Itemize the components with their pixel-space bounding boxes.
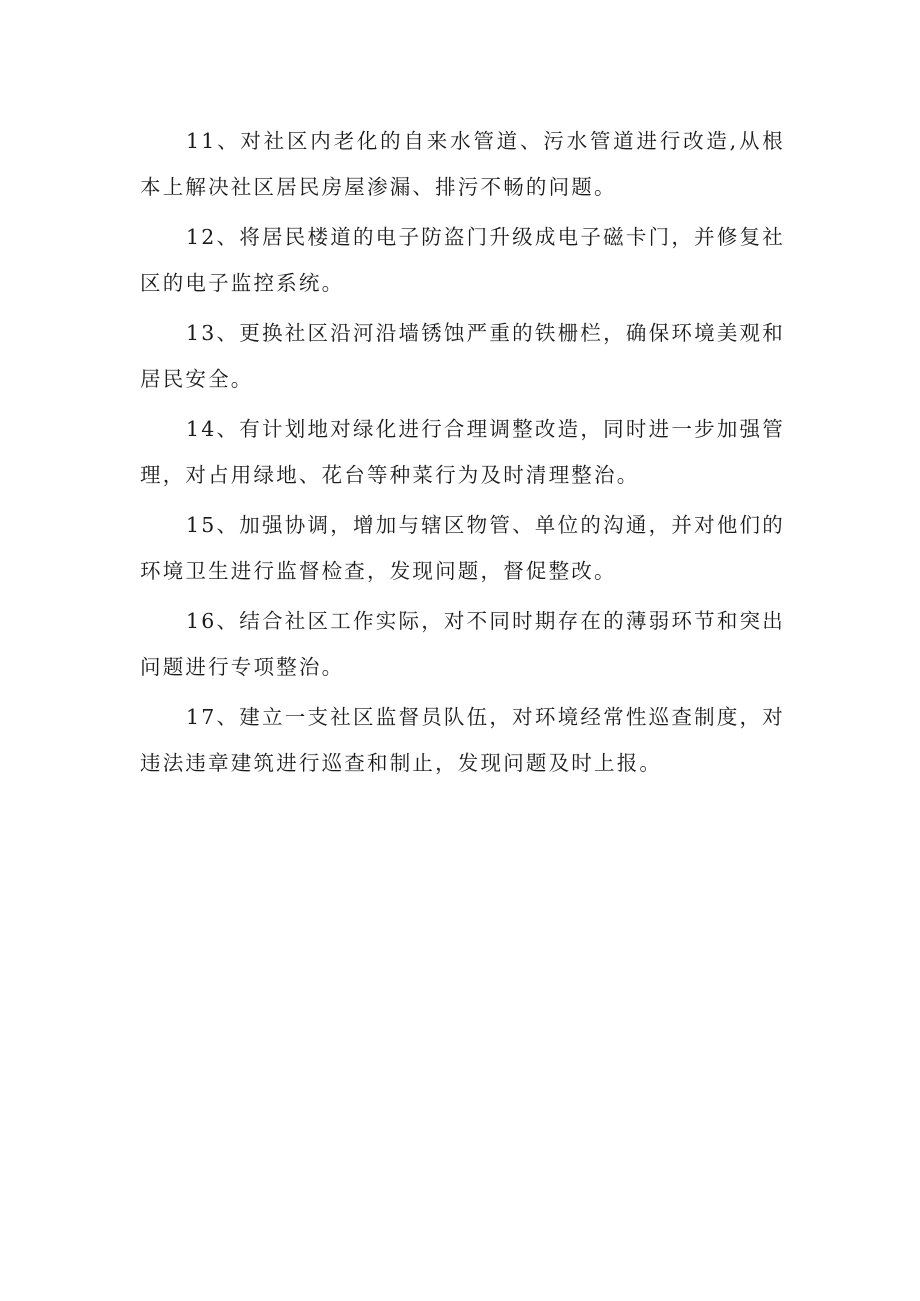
paragraph-item-17: 17、建立一支社区监督员队伍，对环境经常性巡查制度，对违法违章建筑进行巡查和制止，发现问题及时上报。	[140, 705, 785, 775]
paragraph-item-12: 12、将居民楼道的电子防盗门升级成电子磁卡门，并修复社区的电子监控系统。	[140, 225, 785, 295]
paragraph-item-16: 16、结合社区工作实际，对不同时期存在的薄弱环节和突出问题进行专项整治。	[140, 609, 785, 679]
document-body	[140, 118, 785, 790]
paragraph-item-14: 14、有计划地对绿化进行合理调整改造，同时进一步加强管理，对占用绿地、花台等种菜行为及时清理整治。	[140, 417, 785, 487]
paragraph-item-13: 13、更换社区沿河沿墙锈蚀严重的铁栅栏，确保环境美观和居民安全。	[140, 321, 785, 391]
paragraph-item-15: 15、加强协调，增加与辖区物管、单位的沟通，并对他们的环境卫生进行监督检查，发现问题，督促整改。	[140, 513, 785, 583]
paragraph-item-11: 11、对社区内老化的自来水管道、污水管道进行改造,从根本上解决社区居民房屋渗漏、排污不畅的问题。	[140, 129, 785, 199]
